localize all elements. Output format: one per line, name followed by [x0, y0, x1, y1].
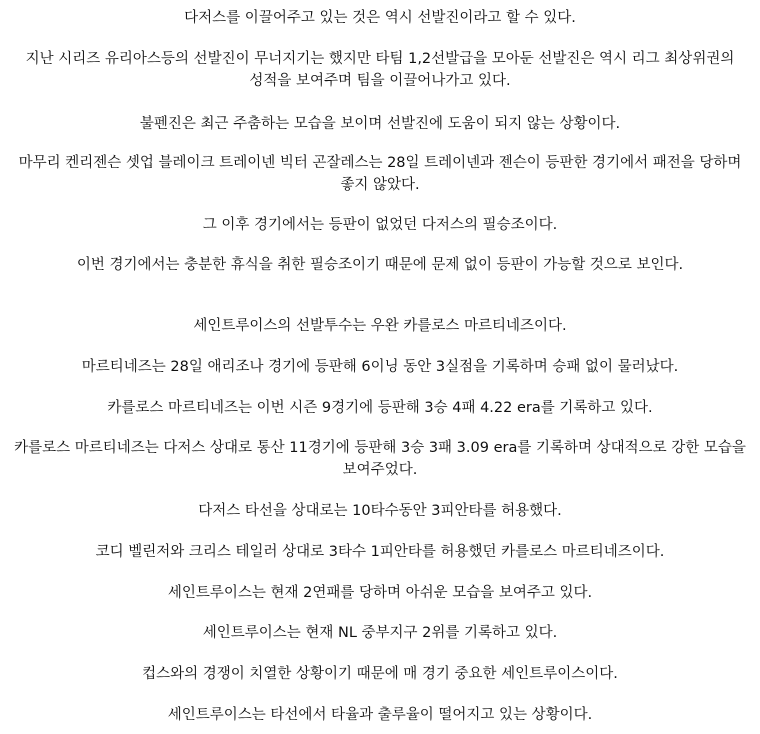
paragraph-bellinger-taylor: 코디 벨린저와 크리스 테일러 상대로 3타수 1피안타를 허용했던 카를로스 마르티네즈이다.	[95, 544, 665, 560]
paragraph-stl-starter: 세인트루이스의 선발투수는 우완 카를로스 마르티네즈이다.	[193, 318, 567, 334]
paragraph-batting-slump: 세인트루이스는 타선에서 타율과 출루율이 떨어지고 있는 상황이다.	[167, 707, 593, 723]
paragraph-losing-streak: 세인트루이스는 현재 2연패를 당하며 아쉬운 모습을 보여주고 있다.	[167, 585, 593, 601]
paragraph-closers: 마무리 켄리젠슨 셋업 블레이크 트레이넨 빅터 곤잘레스는 28일 트레이넨과 젠슨이 등판한 경기에서 패전을 당하며 좋지 않았다.	[18, 155, 742, 193]
paragraph-cubs-race: 컵스와의 경쟁이 치열한 상황이기 때문에 매 경기 중요한 세인트루이스이다.	[142, 666, 618, 682]
paragraph-season-stats: 카를로스 마르티네즈는 이번 시즌 9경기에 등판해 3승 4패 4.22 era를 기록하고 있다.	[107, 400, 653, 416]
paragraph-dodgers-rotation: 다저스를 이끌어주고 있는 것은 역시 선발진이라고 할 수 있다.	[184, 10, 576, 26]
paragraph-standings: 세인트루이스는 현재 NL 중부지구 2위를 기록하고 있다.	[202, 625, 558, 641]
paragraph-vs-dodgers: 카를로스 마르티네즈는 다저스 상대로 통산 11경기에 등판해 3승 3패 3.09 era를 기록하며 상대적으로 강한 모습을 보여주었다.	[14, 440, 746, 478]
paragraph-no-appearance: 그 이후 경기에서는 등판이 없었던 다저스의 필승조이다.	[202, 217, 558, 233]
paragraph-bullpen: 불펜진은 최근 주춤하는 모습을 보이며 선발진에 도움이 되지 않는 상황이다.	[139, 116, 621, 132]
paragraph-last-start: 마르티네즈는 28일 애리조나 경기에 등판해 6이닝 동안 3실점을 기록하며 승패 없이 물러났다.	[81, 359, 679, 375]
paragraph-rotation-ranking: 지난 시리즈 유리아스등의 선발진이 무너지기는 했지만 타팀 1,2선발급을 모아둔 선발진은 역시 리그 최상위권의 성적을 보여주며 팀을 이끌어나가고 있다.	[25, 51, 735, 89]
paragraph-vs-lineup: 다저스 타선을 상대로는 10타수동안 3피안타를 허용했다.	[198, 503, 562, 519]
paragraph-rested-bullpen: 이번 경기에서는 충분한 휴식을 취한 필승조이기 때문에 문제 없이 등판이 가능할 것으로 보인다.	[76, 257, 684, 273]
